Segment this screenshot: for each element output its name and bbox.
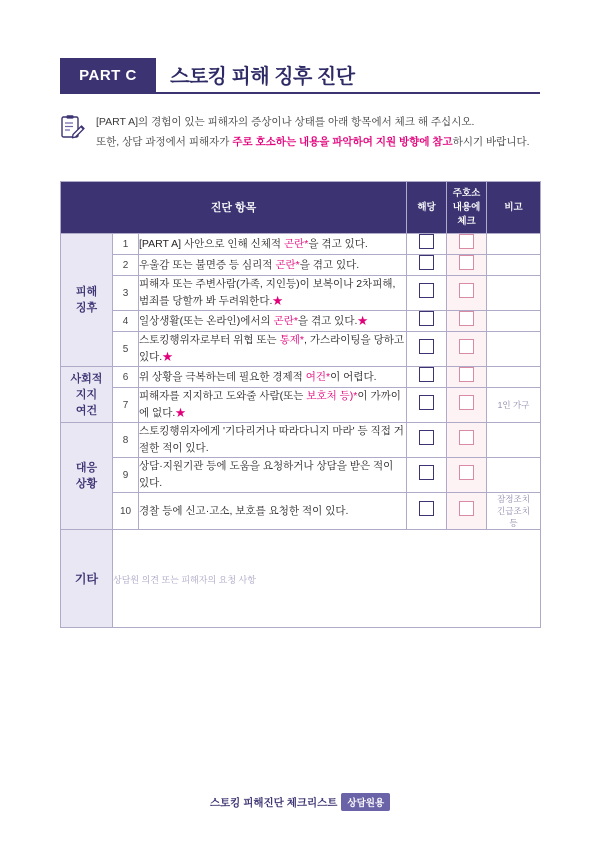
note-cell — [487, 311, 541, 332]
checklist-table — [60, 181, 541, 628]
section-header — [60, 58, 540, 98]
checkbox[interactable] — [459, 311, 474, 326]
table-row — [61, 493, 541, 530]
checkbox-applies[interactable] — [407, 388, 447, 423]
checkbox-applies[interactable] — [407, 276, 447, 311]
checkbox[interactable] — [419, 311, 434, 326]
footer-badge: 상담원용 — [341, 793, 390, 811]
row-number: 6 — [113, 367, 139, 388]
checkbox-main-complaint[interactable] — [447, 332, 487, 367]
checkbox[interactable] — [419, 465, 434, 480]
table-row — [61, 423, 541, 458]
note-cell — [487, 255, 541, 276]
checkbox[interactable] — [419, 283, 434, 298]
checkbox[interactable] — [419, 395, 434, 410]
col-header-note: 비고 — [487, 182, 541, 234]
etc-label: 기타 — [61, 530, 113, 628]
row-text: 일상생활(또는 온라인)에서의 곤란*을 겪고 있다.★ — [139, 311, 407, 332]
table-header-row — [61, 182, 541, 234]
row-text: 상담·지원기관 등에 도움을 요청하거나 상담을 받은 적이 있다. — [139, 458, 407, 493]
checkbox[interactable] — [419, 501, 434, 516]
row-number: 4 — [113, 311, 139, 332]
checkbox[interactable] — [459, 255, 474, 270]
col-header-item: 진단 항목 — [61, 182, 407, 234]
checkbox[interactable] — [419, 339, 434, 354]
category-cell-response: 대응 상황 — [61, 423, 113, 530]
row-number: 2 — [113, 255, 139, 276]
checkbox-main-complaint[interactable] — [447, 255, 487, 276]
header-divider — [60, 92, 540, 94]
table-row — [61, 458, 541, 493]
row-text: [PART A] 사안으로 인해 신체적 곤란*을 겪고 있다. — [139, 234, 407, 255]
col-header-applies: 해당 — [407, 182, 447, 234]
row-text: 우울감 또는 불면증 등 심리적 곤란*을 겪고 있다. — [139, 255, 407, 276]
category-cell-symptoms: 피해 징후 — [61, 234, 113, 367]
page-footer — [0, 793, 600, 811]
note-cell — [487, 367, 541, 388]
row-number: 8 — [113, 423, 139, 458]
checkbox[interactable] — [459, 465, 474, 480]
checkbox-applies[interactable] — [407, 458, 447, 493]
row-text: 스토킹행위자로부터 위협 또는 통제*, 가스라이팅을 당하고 있다.★ — [139, 332, 407, 367]
row-text: 피해자를 지지하고 도와줄 사람(또는 보호처 등)*이 가까이에 없다.★ — [139, 388, 407, 423]
note-cell — [487, 423, 541, 458]
checkbox-applies[interactable] — [407, 423, 447, 458]
row-text: 위 상황을 극복하는데 필요한 경제적 여건*이 어렵다. — [139, 367, 407, 388]
row-number: 7 — [113, 388, 139, 423]
row-number: 3 — [113, 276, 139, 311]
row-number: 5 — [113, 332, 139, 367]
table-row — [61, 367, 541, 388]
table-row — [61, 234, 541, 255]
category-cell-social-support: 사회적 지지 여건 — [61, 367, 113, 423]
note-cell — [487, 458, 541, 493]
checkbox-applies[interactable] — [407, 234, 447, 255]
checkbox[interactable] — [419, 367, 434, 382]
checkbox[interactable] — [459, 339, 474, 354]
row-number: 1 — [113, 234, 139, 255]
row-number: 9 — [113, 458, 139, 493]
row-text: 경찰 등에 신고·고소, 보호를 요청한 적이 있다. — [139, 493, 407, 530]
table-row — [61, 388, 541, 423]
checkbox-main-complaint[interactable] — [447, 458, 487, 493]
checkbox-main-complaint[interactable] — [447, 493, 487, 530]
checkbox-applies[interactable] — [407, 367, 447, 388]
intro-line-2-post: 하시기 바랍니다. — [452, 136, 530, 148]
checkbox[interactable] — [419, 234, 434, 249]
checkbox-main-complaint[interactable] — [447, 388, 487, 423]
checkbox[interactable] — [459, 430, 474, 445]
intro-line-2-highlight: 주로 호소하는 내용을 파악하여 지원 방향에 참고 — [232, 136, 453, 148]
checkbox[interactable] — [459, 501, 474, 516]
page-title: 스토킹 피해 징후 진단 — [170, 66, 355, 88]
table-row-etc — [61, 530, 541, 628]
note-cell — [487, 234, 541, 255]
intro-block — [60, 112, 540, 152]
note-cell: 1인 가구 — [487, 388, 541, 423]
intro-line-2-pre: 또한, 상담 과정에서 피해자가 — [96, 136, 233, 148]
row-text: 스토킹행위자에게 '기다리거나 따라다니지 마라' 등 직접 거절한 적이 있다. — [139, 423, 407, 458]
checkbox-applies[interactable] — [407, 311, 447, 332]
table-row — [61, 276, 541, 311]
checkbox-main-complaint[interactable] — [447, 423, 487, 458]
table-row — [61, 255, 541, 276]
checkbox[interactable] — [459, 283, 474, 298]
table-row — [61, 332, 541, 367]
checkbox-applies[interactable] — [407, 332, 447, 367]
checkbox-main-complaint[interactable] — [447, 276, 487, 311]
checkbox[interactable] — [459, 367, 474, 382]
checkbox-main-complaint[interactable] — [447, 367, 487, 388]
checkbox[interactable] — [459, 234, 474, 249]
checkbox-applies[interactable] — [407, 255, 447, 276]
note-cell — [487, 332, 541, 367]
intro-line-1: [PART A]의 경험이 있는 피해자의 증상이나 상태를 아래 항목에서 체크 해 주십시오. — [96, 116, 475, 128]
checkbox-applies[interactable] — [407, 493, 447, 530]
note-cell: 잠정조치 긴급조치 등 — [487, 493, 541, 530]
col-header-main-complaint: 주호소 내용에 체크 — [447, 182, 487, 234]
checkbox[interactable] — [459, 395, 474, 410]
intro-line-2 — [96, 132, 540, 152]
etc-input-area[interactable] — [113, 530, 541, 628]
clipboard-pencil-icon — [60, 114, 86, 140]
row-number: 10 — [113, 493, 139, 530]
checkbox[interactable] — [419, 255, 434, 270]
checkbox[interactable] — [419, 430, 434, 445]
checkbox-main-complaint[interactable] — [447, 234, 487, 255]
part-badge: PART C — [60, 58, 156, 92]
footer-title: 스토킹 피해진단 체크리스트 — [209, 796, 338, 809]
checkbox-main-complaint[interactable] — [447, 311, 487, 332]
checklist-table-wrap — [60, 181, 540, 628]
etc-placeholder: 상담원 의견 또는 피해자의 요청 사항 — [113, 574, 256, 585]
row-text: 피해자 또는 주변사람(가족, 지인등)이 보복이나 2차피해, 범죄를 당할까 봐 두려워한다.★ — [139, 276, 407, 311]
note-cell — [487, 276, 541, 311]
table-row — [61, 311, 541, 332]
